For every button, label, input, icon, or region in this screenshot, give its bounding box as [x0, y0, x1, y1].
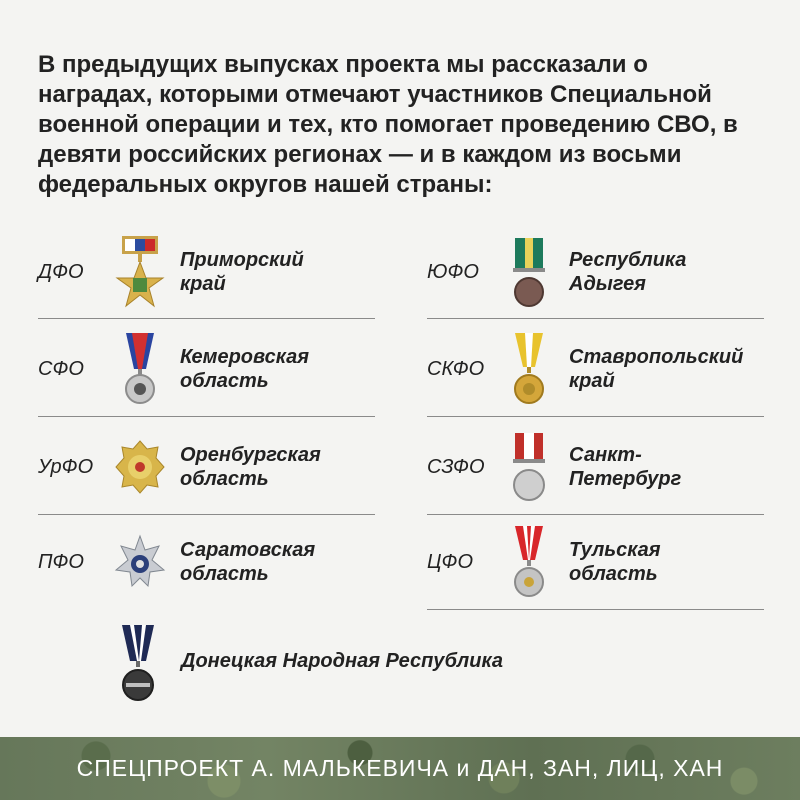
badge-icon — [114, 431, 166, 503]
cross-badge-icon — [114, 526, 166, 598]
intro-text: В предыдущих выпусках проекта мы рассказали о наградах, которыми отмечают участников Специальной военной операции и тех, кто помогает проведению СВО, в девяти российских регионах — и в каждом из восьми федеральных округов нашей страны: — [38, 51, 738, 198]
award-row-szfo — [427, 421, 767, 513]
district-code: СКФО — [427, 358, 485, 380]
district-code: ПФО — [38, 551, 84, 573]
divider — [427, 318, 764, 319]
medal-icon — [503, 333, 555, 405]
region-name: Тульская область — [569, 539, 661, 585]
divider — [427, 416, 764, 417]
district-code: ЦФО — [427, 551, 473, 573]
region-name: Донецкая Народная Республика — [181, 650, 503, 672]
region-name: Санкт- Петербург — [569, 444, 682, 490]
award-row-skfo — [427, 323, 767, 415]
footer-banner — [0, 737, 800, 800]
award-row-pfo — [38, 516, 378, 608]
award-row-urfo — [38, 421, 378, 513]
divider — [38, 514, 375, 515]
divider — [38, 318, 375, 319]
district-code: СЗФО — [427, 456, 485, 478]
region-name: Оренбургская область — [180, 444, 321, 490]
medal-icon — [114, 333, 166, 405]
district-code: СФО — [38, 358, 84, 380]
award-row-dfo — [38, 226, 378, 318]
region-name: Кемеровская область — [180, 346, 309, 392]
region-name: Саратовская область — [180, 539, 316, 585]
medal-icon — [112, 625, 164, 705]
footer-text: СПЕЦПРОЕКТ А. МАЛЬКЕВИЧА и ДАН, ЗАН, ЛИЦ, ХАН — [76, 755, 724, 781]
medal-icon — [503, 526, 555, 598]
district-code: ДФО — [38, 261, 84, 283]
divider — [38, 416, 375, 417]
divider — [427, 514, 764, 515]
region-name: Республика Адыгея — [569, 249, 687, 295]
award-row-yufo — [427, 226, 767, 318]
award-row-sfo — [38, 323, 378, 415]
district-code: ЮФО — [427, 261, 479, 283]
region-name: Ставропольский край — [569, 346, 744, 392]
medal-icon — [503, 236, 555, 308]
divider — [427, 609, 764, 610]
region-name: Приморский край — [180, 249, 304, 295]
district-code: УрФО — [38, 456, 94, 478]
award-row-tsfo — [427, 516, 767, 608]
medal-icon — [503, 431, 555, 503]
star-medal-icon — [114, 236, 166, 308]
